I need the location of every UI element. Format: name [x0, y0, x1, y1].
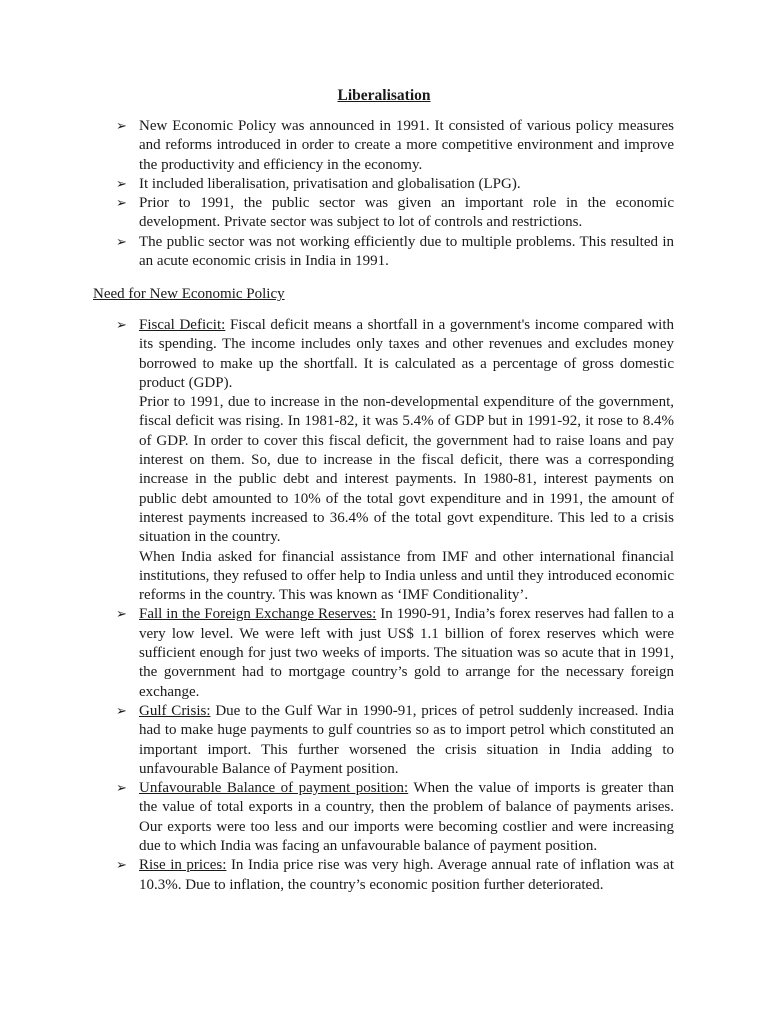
arrow-bullet-icon: ➢ — [116, 781, 127, 797]
page-title: Liberalisation — [337, 87, 431, 104]
list-item — [116, 117, 674, 175]
paragraph — [139, 702, 674, 779]
arrow-bullet-icon: ➢ — [116, 119, 127, 134]
intro-bullet-list — [116, 117, 674, 271]
bullet-text: Prior to 1991, the public sector was given an important role in the economic development. Private sector was subject to lot of controls and restrictions. — [139, 195, 674, 231]
arrow-bullet-icon: ➢ — [116, 318, 127, 333]
paragraph-text: When the value of imports is greater than the value of total exports in a country, then the problem of balance of payments arises. Our exports were too less and our imports were becoming costlier and were increasing due to which India was facing an unfavourable balance of payment position. — [139, 780, 674, 855]
paragraph-text: Due to the Gulf War in 1990-91, prices of petrol suddenly increased. India had to make huge payments to gulf countries so as to import petrol which constituted an important import. This further worsened the crisis situation in India adding to unfavourable Balance of Payment position. — [139, 702, 674, 777]
need-fiscal-deficit — [116, 316, 674, 605]
bullet-text: The public sector was not working efficiently due to multiple problems. This resulted in an acute economic crisis in India in 1991. — [139, 233, 674, 270]
paragraph-text: Fiscal deficit means a shortfall in a government's income compared with its spending. The income includes only taxes and other revenues and excludes money borrowed to make up the shortfall. It is calculated as a percentage of gross domestic product (GDP). — [139, 317, 674, 391]
list-item — [116, 194, 674, 233]
arrow-bullet-icon: ➢ — [116, 196, 127, 212]
subheading: Fiscal Deficit: — [139, 317, 226, 333]
arrow-bullet-icon: ➢ — [116, 234, 127, 250]
section-heading: Need for New Economic Policy — [93, 286, 285, 302]
bullet-text: New Economic Policy was announced in 1991. It consisted of various policy measures and reforms introduced in order to create a more competitive environment and improve the productivity and efficiency in the economy. — [139, 118, 674, 173]
paragraph — [139, 605, 674, 701]
needs-bullet-list — [116, 316, 674, 895]
paragraph-text: In 1990-91, India’s forex reserves had fallen to a very low level. We were left with just US$ 1.1 billion of forex reserves which were sufficient enough for just two weeks of imports. The situation was so acute that in 1991, the government had to mortgage country’s gold to arrange for the necessary foreign exchange. — [139, 606, 674, 700]
paragraph — [139, 856, 674, 895]
need-rise-in-prices — [116, 856, 674, 895]
need-gulf-crisis — [116, 702, 674, 779]
arrow-bullet-icon: ➢ — [116, 858, 127, 874]
bullet-text: It included liberalisation, privatisation and globalisation (LPG). — [139, 175, 521, 192]
subheading: Unfavourable Balance of payment position: — [139, 780, 409, 797]
subheading: Fall in the Foreign Exchange Reserves: — [139, 606, 377, 623]
subheading: Rise in prices: — [139, 857, 227, 874]
arrow-bullet-icon: ➢ — [116, 176, 127, 192]
arrow-bullet-icon: ➢ — [116, 703, 127, 719]
paragraph — [139, 316, 674, 393]
arrow-bullet-icon: ➢ — [116, 607, 127, 623]
paragraph — [139, 779, 674, 856]
need-balance-of-payment — [116, 779, 674, 856]
subheading: Gulf Crisis: — [139, 702, 211, 719]
need-forex-reserves — [116, 605, 674, 701]
paragraph: Prior to 1991, due to increase in the non-developmental expenditure of the government, fiscal deficit was rising. In 1981-82, it was 5.4% of GDP but in 1991-92, it rose to 8.4% of GDP. In order to cover this fiscal deficit, the government had to raise loans and pay interest on them. So, due to increase in the fiscal deficit, there was a corresponding increase in the public debt and interest payments. In 1980-81, interest payments on public debt amounted to 10% of the total govt expenditure and in 1991, the amount of interest payments increased to 36.4% of the total govt expenditure. This led to a crisis situation in the country. — [139, 394, 674, 546]
paragraph-text: In India price rise was very high. Average annual rate of inflation was at 10.3%. Due to inflation, the country’s economic position further deteriorated. — [139, 857, 675, 893]
list-item — [116, 233, 674, 272]
list-item — [116, 175, 674, 194]
paragraph: When India asked for financial assistance from IMF and other international financial institutions, they refused to offer help to India unless and until they introduced economic reforms in the country. This was known as ‘IMF Conditionality’. — [139, 548, 674, 604]
